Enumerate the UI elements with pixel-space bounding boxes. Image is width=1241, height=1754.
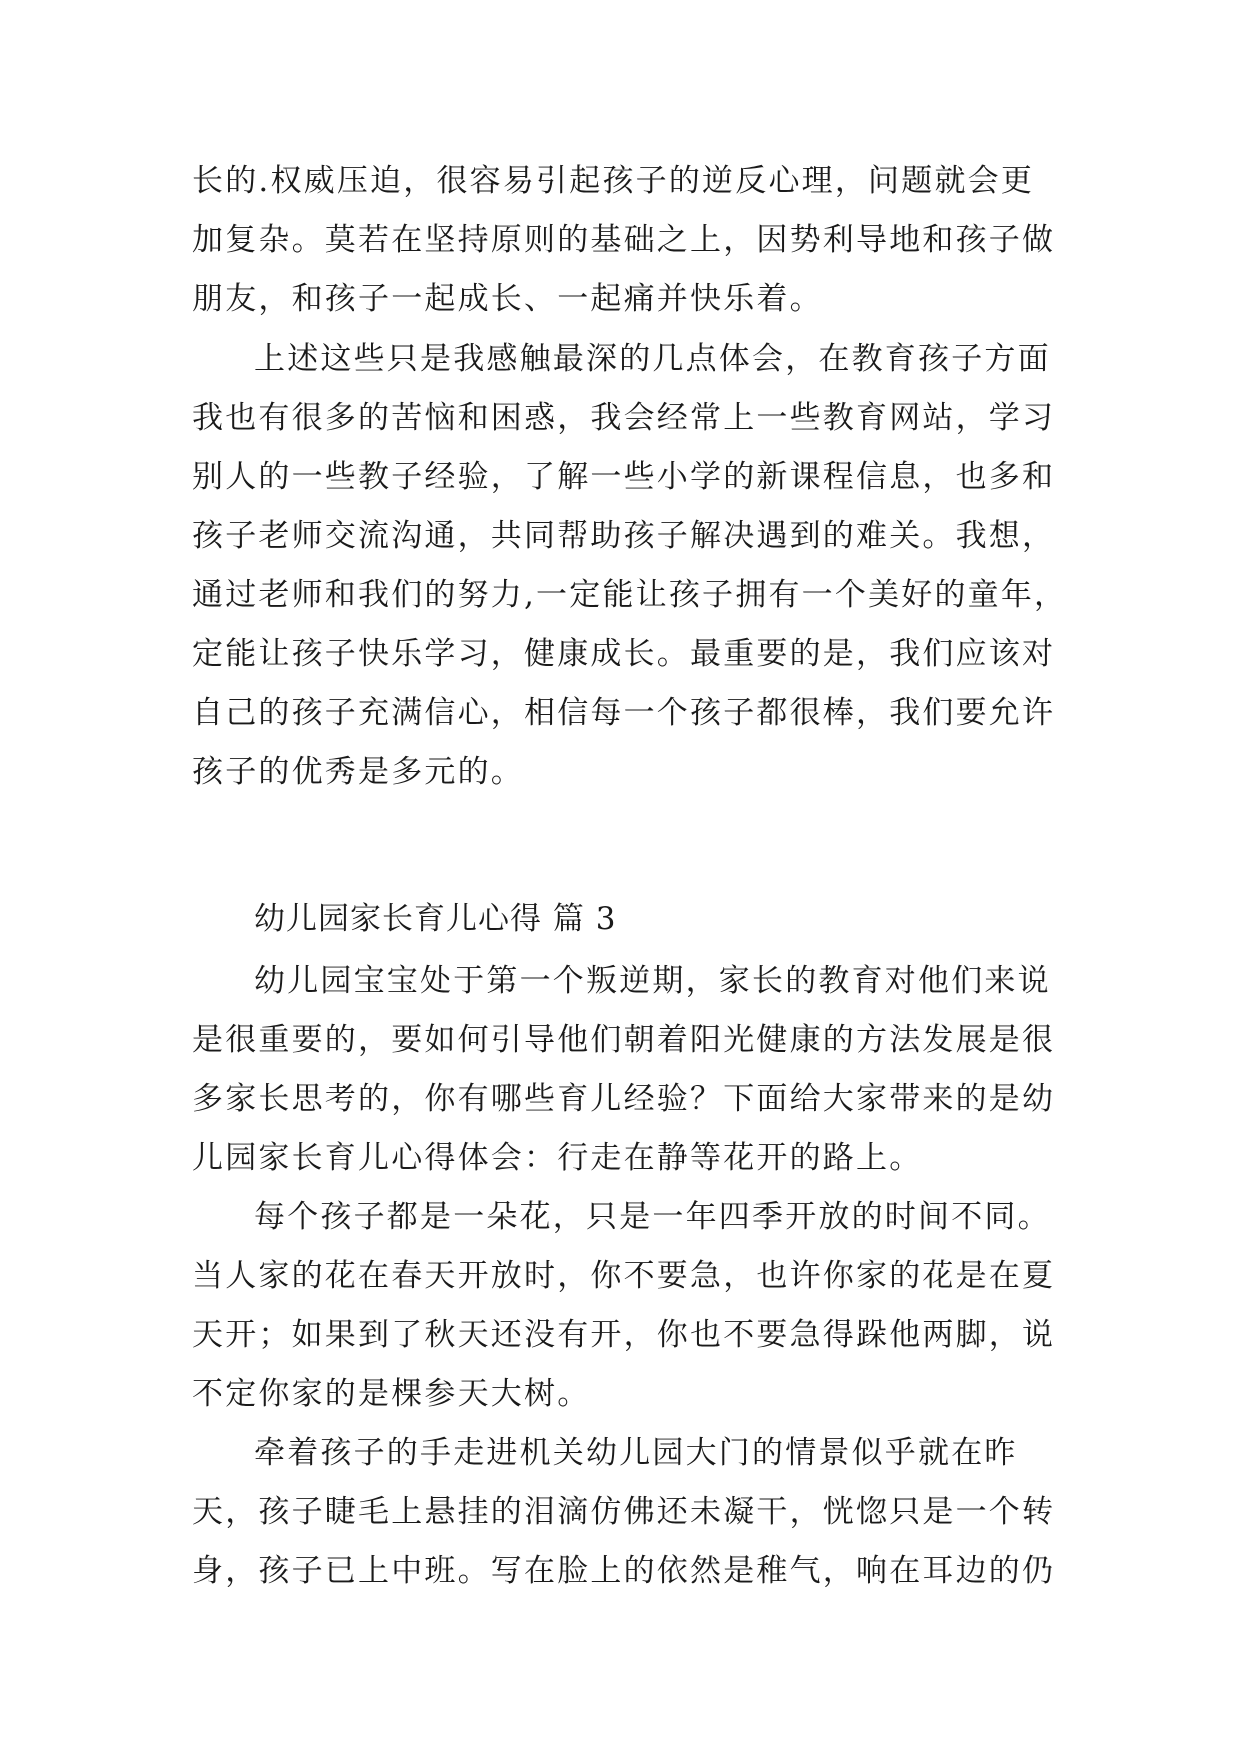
paragraph-line: 当人家的花在春天开放时，你不要急，也许你家的花是在夏: [192, 1258, 1056, 1294]
paragraph-line: 多家长思考的，你有哪些育儿经验？下面给大家带来的是幼: [192, 1081, 1056, 1117]
paragraph-continued: [192, 152, 1056, 329]
paragraph-line: 自己的孩子充满信心，相信每一个孩子都很棒，我们要允许: [192, 695, 1056, 731]
paragraph-line: 通过老师和我们的努力,一定能让孩子拥有一个美好的童年，: [192, 577, 1068, 613]
section-heading: 幼儿园家长育儿心得 篇 3: [254, 901, 617, 937]
paragraph-line: 天，孩子睫毛上悬挂的泪滴仿佛还未凝干，恍惚只是一个转: [192, 1494, 1056, 1530]
paragraph-line: 朋友，和孩子一起成长、一起痛并快乐着。: [192, 281, 823, 317]
paragraph-line: 长的.权威压迫，很容易引起孩子的逆反心理，问题就会更: [192, 163, 1035, 199]
paragraph-line: 每个孩子都是一朵花，只是一年四季开放的时间不同。: [254, 1199, 1051, 1235]
paragraph-line: 不定你家的是棵参天大树。: [192, 1376, 591, 1412]
paragraph-flowers: [192, 1188, 1056, 1424]
paragraph-intro: [192, 952, 1056, 1188]
paragraph-line: 身，孩子已上中班。写在脸上的依然是稚气，响在耳边的仍: [192, 1553, 1056, 1589]
paragraph-line: 是很重要的，要如何引导他们朝着阳光健康的方法发展是很: [192, 1022, 1056, 1058]
paragraph-line: 加复杂。莫若在坚持原则的基础之上，因势利导地和孩子做: [192, 222, 1056, 258]
paragraph-line: 孩子老师交流沟通，共同帮助孩子解决遇到的难关。我想，: [192, 518, 1056, 554]
paragraph-line: 我也有很多的苦恼和困惑，我会经常上一些教育网站，学习: [192, 400, 1056, 436]
paragraph-line: 孩子的优秀是多元的。: [192, 754, 524, 790]
paragraph-line: 儿园家长育儿心得体会：行走在静等花开的路上。: [192, 1140, 923, 1176]
paragraph-kindergarten: [192, 1424, 1056, 1601]
paragraph-line: 牵着孩子的手走进机关幼儿园大门的情景似乎就在昨: [254, 1435, 1018, 1471]
paragraph-line: 上述这些只是我感触最深的几点体会，在教育孩子方面: [254, 341, 1051, 377]
paragraph-line: 定能让孩子快乐学习，健康成长。最重要的是，我们应该对: [192, 636, 1056, 672]
paragraph-line: 别人的一些教子经验，了解一些小学的新课程信息，也多和: [192, 459, 1056, 495]
paragraph-line: 天开；如果到了秋天还没有开，你也不要急得跺他两脚，说: [192, 1317, 1056, 1353]
paragraph-line: 幼儿园宝宝处于第一个叛逆期，家长的教育对他们来说: [254, 963, 1051, 999]
paragraph-summary: [192, 330, 1068, 802]
